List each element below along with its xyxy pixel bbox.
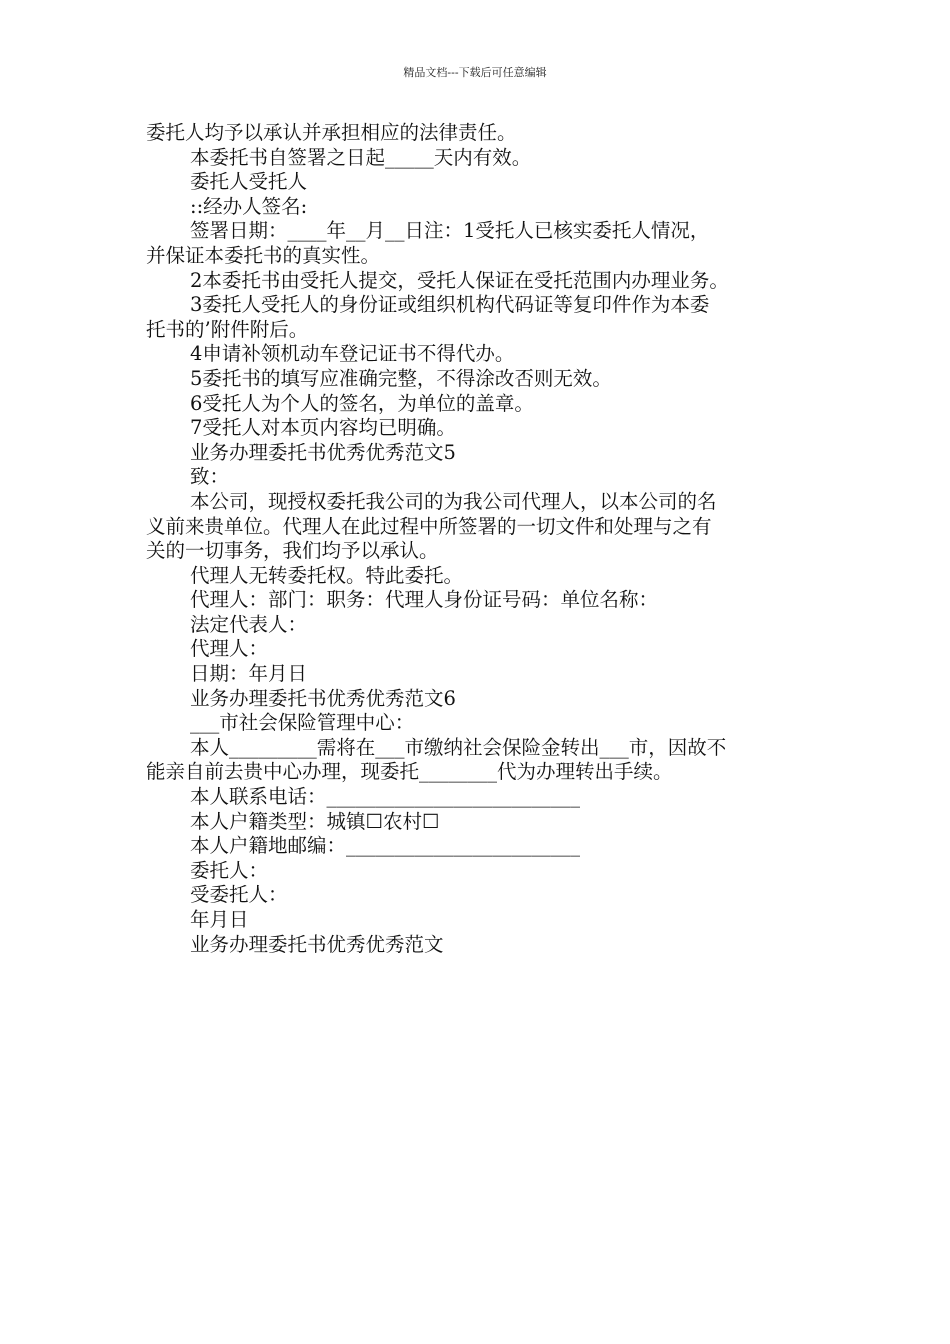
document-line: 业务办理委托书优秀优秀范文6 [190,686,456,710]
document-line: 3委托人受托人的身份证或组织机构代码证等复印件作为本委 [190,293,710,317]
document-line: 6受托人为个人的签名，为单位的盖章。 [190,391,534,415]
document-body [146,121,810,957]
document-line: 代理人：部门：职务：代理人身份证号码：单位名称： [190,588,659,612]
document-line: 本公司，现授权委托我公司的为我公司代理人，以本公司的名 [190,489,717,513]
page-header: 精品文档---下载后可任意编辑 [403,66,547,79]
document-line: 关的一切事务，我们均予以承认。 [146,539,439,563]
document-line: 委托人受托人 [190,170,308,194]
document-line: 年月日 [190,908,249,931]
document-line: 5委托书的填写应准确完整，不得涂改否则无效。 [190,366,612,390]
document-line: 2本委托书由受托人提交，受托人保证在受托范围内办理业务。 [190,268,729,292]
document-line: ::经办人签名: [190,194,308,218]
document-line: 委托人均予以承认并承担相应的法律责任。 [146,121,517,144]
document-line: 义前来贵单位。代理人在此过程中所签署的一切文件和处理与之有 [146,514,712,538]
document-line: 签署日期：____年__月__日注：1受托人已核实委托人情况， [190,219,710,243]
document-line: 本人联系电话：__________________________ [190,785,581,809]
document-line: 托书的’附件附后。 [146,317,309,341]
document-line: 日期：年月日 [190,662,308,686]
document-line: 本人_________需将在___市缴纳社会保险金转出___市，因故不 [190,735,727,759]
document-line: 4申请补领机动车登记证书不得代办。 [190,342,515,366]
document-line: ___市社会保险管理中心： [190,711,415,735]
document-line: 受委托人： [190,883,288,907]
document-line: 法定代表人： [190,612,308,636]
document-line: 业务办理委托书优秀优秀范文 [190,932,444,956]
document-line: 委托人： [190,858,269,882]
document-line: 致： [190,465,230,489]
document-line: 并保证本委托书的真实性。 [146,243,381,267]
document-line: 代理人： [190,637,269,661]
document-line: 本委托书自签署之日起_____天内有效。 [190,145,532,169]
document-line: 能亲自前去贵中心办理，现委托________代为办理转出手续。 [146,760,673,784]
document-line: 业务办理委托书优秀优秀范文5 [190,440,456,464]
document-line: 7受托人对本页内容均已明确。 [190,416,456,440]
document-line: 代理人无转委托权。特此委托。 [190,563,464,587]
document-line: 本人户籍类型：城镇☐农村☐ [190,809,440,833]
document-line: 本人户籍地邮编：________________________ [190,834,581,858]
